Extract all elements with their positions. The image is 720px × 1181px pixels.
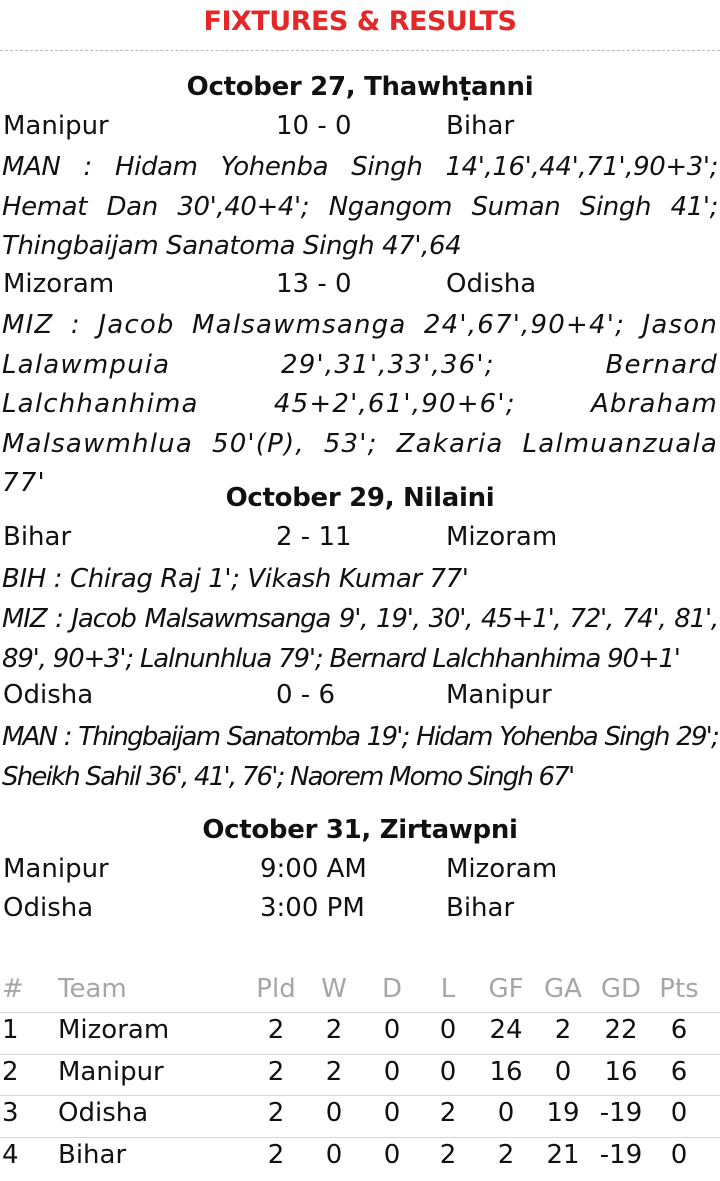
scorers-bih: BIH : Chirag Raj 1'; Vikash Kumar 77' (2, 564, 469, 594)
col-header-ga: GA (544, 974, 582, 1004)
away-team: Bihar (446, 111, 515, 141)
match-score: 13 - 0 (276, 269, 352, 299)
home-team: Mizoram (3, 269, 115, 299)
cell-pts: 6 (670, 1015, 688, 1045)
date-heading-oct-27: October 27, Thawhṭanni (186, 72, 534, 102)
cell-team: Mizoram (58, 1015, 170, 1045)
match-row (0, 680, 720, 716)
cell-ga: 2 (554, 1015, 572, 1045)
cell-gf: 0 (497, 1098, 515, 1128)
date-heading-oct-29: October 29, Nilaini (225, 483, 495, 513)
cell-ga: 19 (546, 1098, 580, 1128)
away-team: Bihar (446, 893, 515, 923)
match-row (0, 269, 720, 305)
cell-rank: 3 (2, 1098, 19, 1128)
cell-d: 0 (383, 1056, 401, 1087)
cell-d: 0 (383, 1098, 401, 1128)
cell-l: 2 (439, 1139, 457, 1170)
cell-gf: 2 (497, 1139, 515, 1170)
cell-l: 0 (439, 1056, 457, 1087)
cell-gd: 22 (604, 1015, 638, 1045)
col-header-d: D (381, 974, 403, 1004)
home-team: Odisha (3, 893, 94, 923)
fixture-row (0, 854, 720, 890)
cell-rank: 1 (2, 1015, 19, 1045)
home-team: Bihar (3, 522, 72, 552)
cell-l: 0 (439, 1015, 457, 1045)
col-header-team: Team (58, 974, 127, 1004)
match-score: 0 - 6 (276, 680, 335, 710)
date-heading-oct-31: October 31, Zirtawpni (202, 815, 518, 845)
match-row (0, 111, 720, 147)
cell-pld: 2 (267, 1015, 285, 1045)
scorers-man: MAN : Thingbaijam Sanatomba 19'; Hidam Yohenba Singh 29'; Sheikh Sahil 36', 41', 76'; Naorem Momo Singh 67' (2, 722, 718, 792)
cell-rank: 4 (2, 1139, 19, 1170)
kickoff-time: 9:00 AM (260, 854, 367, 884)
scorers-man: MAN : Hidam Yohenba Singh 14',16',44',71',90+3'; Hemat Dan 30',40+4'; Ngangom Suman Singh 41'; Thingbaijam Sanatoma Singh 47',64 (2, 152, 718, 261)
col-header-rank: # (2, 974, 24, 1004)
col-header-gf: GF (488, 974, 524, 1004)
match-score: 2 - 11 (276, 522, 352, 552)
away-team: Mizoram (446, 522, 558, 552)
kickoff-time: 3:00 PM (260, 893, 365, 923)
cell-ga: 0 (554, 1056, 572, 1087)
cell-pld: 2 (267, 1139, 285, 1170)
page-title: FIXTURES & RESULTS (203, 6, 517, 37)
cell-pts: 6 (670, 1056, 688, 1087)
cell-gd: 16 (604, 1056, 638, 1087)
cell-ga: 21 (546, 1139, 580, 1170)
away-team: Manipur (446, 680, 552, 710)
away-team: Mizoram (446, 854, 558, 884)
col-header-gd: GD (600, 974, 642, 1004)
fixture-row (0, 893, 720, 929)
cell-team: Odisha (58, 1098, 149, 1128)
cell-w: 2 (325, 1015, 343, 1045)
scorers-miz: MIZ : Jacob Malsawmsanga 9', 19', 30', 45+1', 72', 74', 81', 89', 90+3'; Lalnunhlua 79'; Bernard Lalchhanhima 90+1' (2, 604, 718, 674)
cell-team: Manipur (58, 1056, 164, 1087)
page-header (0, 0, 720, 51)
cell-w: 0 (325, 1139, 343, 1170)
cell-d: 0 (383, 1139, 401, 1170)
cell-gf: 16 (489, 1056, 523, 1087)
col-header-l: L (440, 974, 456, 1004)
table-row (0, 1054, 720, 1096)
cell-d: 0 (383, 1015, 401, 1045)
table-row (0, 1137, 720, 1179)
col-header-pts: Pts (659, 974, 699, 1004)
table-row (0, 1012, 720, 1054)
cell-pld: 2 (267, 1056, 285, 1087)
table-header-row (0, 972, 720, 1012)
cell-w: 2 (325, 1056, 343, 1087)
cell-team: Bihar (58, 1139, 127, 1170)
col-header-pld: Pld (256, 974, 296, 1004)
scorers-miz: MIZ : Jacob Malsawmsanga 24',67',90+4'; Jason Lalawmpuia 29',31',33',36'; Bernard Lalchhanhima 45+2',61',90+6'; Abraham Malsawmhlua 50'(P), 53'; Zakaria Lalmuanzuala 77' (2, 310, 718, 498)
cell-gd: -19 (599, 1139, 643, 1170)
match-score: 10 - 0 (276, 111, 352, 141)
cell-l: 2 (439, 1098, 457, 1128)
away-team: Odisha (446, 269, 537, 299)
cell-gd: -19 (599, 1098, 643, 1128)
cell-pts: 0 (670, 1098, 688, 1128)
cell-rank: 2 (2, 1056, 19, 1087)
cell-pts: 0 (670, 1139, 688, 1170)
home-team: Odisha (3, 680, 94, 710)
cell-gf: 24 (489, 1015, 523, 1045)
home-team: Manipur (3, 111, 109, 141)
home-team: Manipur (3, 854, 109, 884)
table-row (0, 1095, 720, 1137)
col-header-w: W (321, 974, 347, 1004)
standings-table (0, 972, 720, 1178)
cell-pld: 2 (267, 1098, 285, 1128)
cell-w: 0 (325, 1098, 343, 1128)
match-row (0, 522, 720, 558)
